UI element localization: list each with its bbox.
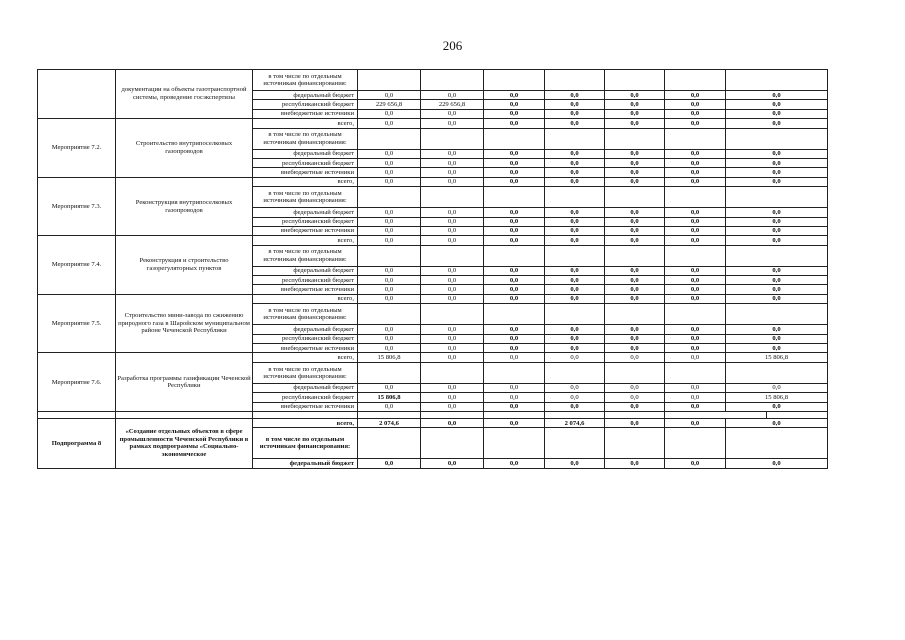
value-col-4: 0,0 xyxy=(545,402,605,411)
value-col-4: 0,0 xyxy=(545,325,605,334)
value-col-6: 0,0 xyxy=(665,236,726,245)
value-col-5: 0,0 xyxy=(605,383,665,392)
value-col-3: 0,0 xyxy=(484,418,545,427)
value-col-6: 0,0 xyxy=(665,353,726,362)
value-col-4 xyxy=(545,245,605,266)
value-col-5: 0,0 xyxy=(605,158,665,167)
measure-name: Мероприятие 7.3. xyxy=(38,177,116,236)
value-col-2: 0,0 xyxy=(421,393,484,402)
value-col-3: 0,0 xyxy=(484,158,545,167)
value-col-6: 0,0 xyxy=(665,158,726,167)
value-col-4: 0,0 xyxy=(545,208,605,217)
empty-cell xyxy=(484,411,545,418)
value-col-4: 0,0 xyxy=(545,276,605,285)
value-col-6: 0,0 xyxy=(665,393,726,402)
value-col-1: 0,0 xyxy=(358,266,421,275)
value-col-2: 0,0 xyxy=(421,294,484,303)
value-col-1: 0,0 xyxy=(358,285,421,294)
value-col-6 xyxy=(665,187,726,208)
value-col-3: 0,0 xyxy=(484,119,545,128)
value-col-3 xyxy=(484,428,545,459)
value-col-3: 0,0 xyxy=(484,402,545,411)
table-row xyxy=(38,177,828,186)
value-col-7: 15 806,8 xyxy=(726,353,828,362)
value-col-6: 0,0 xyxy=(665,226,726,235)
value-col-1: 0,0 xyxy=(358,119,421,128)
value-col-7 xyxy=(726,362,828,383)
source-label: внебюджетные источники xyxy=(253,402,358,411)
value-col-7: 0,0 xyxy=(726,402,828,411)
value-col-2: 0,0 xyxy=(421,285,484,294)
value-col-4: 0,0 xyxy=(545,91,605,100)
value-col-6: 0,0 xyxy=(665,266,726,275)
value-col-1: 15 806,8 xyxy=(358,353,421,362)
value-col-6: 0,0 xyxy=(665,91,726,100)
value-col-7 xyxy=(726,428,828,459)
empty-cell xyxy=(421,411,484,418)
value-col-1 xyxy=(358,128,421,149)
value-col-2 xyxy=(421,128,484,149)
value-col-2 xyxy=(421,362,484,383)
value-col-5 xyxy=(605,304,665,325)
value-col-1 xyxy=(358,245,421,266)
empty-cell xyxy=(767,411,828,418)
source-label: внебюджетные источники xyxy=(253,109,358,118)
value-col-4 xyxy=(545,70,605,91)
value-col-4: 0,0 xyxy=(545,383,605,392)
value-col-3: 0,0 xyxy=(484,344,545,353)
empty-cell xyxy=(253,411,358,418)
value-col-6: 0,0 xyxy=(665,177,726,186)
source-label: внебюджетные источники xyxy=(253,168,358,177)
value-col-7: 0,0 xyxy=(726,294,828,303)
empty-cell xyxy=(38,411,116,418)
source-label: всего, xyxy=(253,119,358,128)
table-row xyxy=(38,70,828,91)
value-col-3: 0,0 xyxy=(484,91,545,100)
value-col-5: 0,0 xyxy=(605,393,665,402)
value-col-1 xyxy=(358,428,421,459)
source-label: в том числе по отдельным источникам финансирования: xyxy=(253,245,358,266)
measure-description: Реконструкция и строительство газорегуляторных пунктов xyxy=(116,236,253,295)
value-col-3: 0,0 xyxy=(484,266,545,275)
value-col-4: 0,0 xyxy=(545,285,605,294)
subprogram-name: Подпрограмма 8 xyxy=(38,418,116,468)
value-col-5: 0,0 xyxy=(605,325,665,334)
value-col-7: 0,0 xyxy=(726,149,828,158)
value-col-1: 0,0 xyxy=(358,91,421,100)
value-col-3: 0,0 xyxy=(484,383,545,392)
value-col-4: 0,0 xyxy=(545,353,605,362)
value-col-7: 0,0 xyxy=(726,217,828,226)
value-col-3: 0,0 xyxy=(484,226,545,235)
value-col-1: 229 656,8 xyxy=(358,100,421,109)
value-col-3: 0,0 xyxy=(484,208,545,217)
source-label: республиканский бюджет xyxy=(253,276,358,285)
measure-name: Мероприятие 7.2. xyxy=(38,119,116,178)
value-col-3 xyxy=(484,362,545,383)
value-col-7: 0,0 xyxy=(726,236,828,245)
source-label: всего, xyxy=(253,353,358,362)
value-col-5: 0,0 xyxy=(605,285,665,294)
value-col-6: 0,0 xyxy=(665,276,726,285)
value-col-7: 0,0 xyxy=(726,418,828,427)
value-col-3 xyxy=(484,70,545,91)
value-col-2: 0,0 xyxy=(421,344,484,353)
value-col-5: 0,0 xyxy=(605,168,665,177)
value-col-7 xyxy=(726,245,828,266)
source-label: в том числе по отдельным источникам финансирования: xyxy=(253,362,358,383)
value-col-2: 229 656,8 xyxy=(421,100,484,109)
value-col-3 xyxy=(484,304,545,325)
source-label: республиканский бюджет xyxy=(253,158,358,167)
measure-description: документации на объекты газотранспортной системы, проведение госэкспертизы xyxy=(116,70,253,119)
value-col-7: 0,0 xyxy=(726,119,828,128)
value-col-1: 0,0 xyxy=(358,208,421,217)
source-label: республиканский бюджет xyxy=(253,393,358,402)
value-col-1: 0,0 xyxy=(358,217,421,226)
measure-name: Мероприятие 7.5. xyxy=(38,294,116,353)
value-col-1: 0,0 xyxy=(358,158,421,167)
value-col-2: 0,0 xyxy=(421,418,484,427)
value-col-2: 0,0 xyxy=(421,168,484,177)
value-col-5: 0,0 xyxy=(605,208,665,217)
source-label: внебюджетные источники xyxy=(253,285,358,294)
value-col-1: 2 074,6 xyxy=(358,418,421,427)
value-col-6: 0,0 xyxy=(665,217,726,226)
value-col-3: 0,0 xyxy=(484,393,545,402)
value-col-6: 0,0 xyxy=(665,208,726,217)
value-col-6 xyxy=(665,245,726,266)
value-col-6: 0,0 xyxy=(665,459,726,468)
value-col-4: 0,0 xyxy=(545,158,605,167)
value-col-7: 0,0 xyxy=(726,266,828,275)
value-col-2: 0,0 xyxy=(421,109,484,118)
source-label: федеральный бюджет xyxy=(253,91,358,100)
value-col-5: 0,0 xyxy=(605,294,665,303)
source-label: в том числе по отдельным источникам финансирования: xyxy=(253,128,358,149)
page-number: 206 xyxy=(442,38,463,53)
value-col-1: 0,0 xyxy=(358,236,421,245)
table-row xyxy=(38,418,828,427)
value-col-5: 0,0 xyxy=(605,334,665,343)
source-label: республиканский бюджет xyxy=(253,100,358,109)
value-col-1: 0,0 xyxy=(358,109,421,118)
value-col-5: 0,0 xyxy=(605,276,665,285)
value-col-1 xyxy=(358,70,421,91)
value-col-7: 0,0 xyxy=(726,100,828,109)
value-col-7: 0,0 xyxy=(726,168,828,177)
empty-cell xyxy=(358,411,421,418)
value-col-3: 0,0 xyxy=(484,325,545,334)
value-col-2 xyxy=(421,304,484,325)
value-col-3: 0,0 xyxy=(484,236,545,245)
empty-cell xyxy=(545,411,605,418)
source-label: федеральный бюджет xyxy=(253,383,358,392)
value-col-3: 0,0 xyxy=(484,168,545,177)
value-col-7 xyxy=(726,304,828,325)
measure-description: Реконструкция внутрипоселковых газопроводов xyxy=(116,177,253,236)
value-col-4: 0,0 xyxy=(545,217,605,226)
value-col-3 xyxy=(484,128,545,149)
source-label: республиканский бюджет xyxy=(253,217,358,226)
value-col-6: 0,0 xyxy=(665,168,726,177)
value-col-6 xyxy=(665,362,726,383)
value-col-2: 0,0 xyxy=(421,217,484,226)
value-col-4: 0,0 xyxy=(545,334,605,343)
value-col-5: 0,0 xyxy=(605,459,665,468)
source-label: внебюджетные источники xyxy=(253,226,358,235)
value-col-5 xyxy=(605,245,665,266)
value-col-1: 0,0 xyxy=(358,276,421,285)
value-col-5: 0,0 xyxy=(605,91,665,100)
value-col-1: 0,0 xyxy=(358,294,421,303)
value-col-2: 0,0 xyxy=(421,208,484,217)
table-row xyxy=(38,294,828,303)
value-col-2: 0,0 xyxy=(421,158,484,167)
source-label: всего, xyxy=(253,294,358,303)
source-label: в том числе по отдельным источникам финансирования: xyxy=(253,428,358,459)
source-label: федеральный бюджет xyxy=(253,459,358,468)
measure-description: Строительство внутрипоселковых газопроводов xyxy=(116,119,253,178)
value-col-5: 0,0 xyxy=(605,418,665,427)
value-col-5: 0,0 xyxy=(605,100,665,109)
value-col-4 xyxy=(545,428,605,459)
source-label: федеральный бюджет xyxy=(253,208,358,217)
value-col-3: 0,0 xyxy=(484,285,545,294)
value-col-1: 0,0 xyxy=(358,383,421,392)
value-col-1: 15 806,8 xyxy=(358,393,421,402)
value-col-1: 0,0 xyxy=(358,149,421,158)
value-col-6: 0,0 xyxy=(665,100,726,109)
value-col-1 xyxy=(358,304,421,325)
subprogram-description: «Создание отдельных объектов в сфере промышленности Чеченской Республики в рамках подпрограммы «Социально-экономическое xyxy=(116,418,253,468)
value-col-6: 0,0 xyxy=(665,418,726,427)
value-col-5: 0,0 xyxy=(605,149,665,158)
value-col-7: 0,0 xyxy=(726,177,828,186)
value-col-4: 0,0 xyxy=(545,149,605,158)
source-label: в том числе по отдельным источникам финансирования: xyxy=(253,187,358,208)
value-col-1: 0,0 xyxy=(358,177,421,186)
value-col-3: 0,0 xyxy=(484,353,545,362)
value-col-6: 0,0 xyxy=(665,149,726,158)
value-col-2: 0,0 xyxy=(421,177,484,186)
value-col-2 xyxy=(421,70,484,91)
measure-description: Разработка программы газификации Чеченской Республики xyxy=(116,353,253,412)
value-col-5: 0,0 xyxy=(605,236,665,245)
value-col-6: 0,0 xyxy=(665,109,726,118)
value-col-4: 0,0 xyxy=(545,168,605,177)
value-col-1 xyxy=(358,362,421,383)
value-col-7: 0,0 xyxy=(726,276,828,285)
value-col-6 xyxy=(665,70,726,91)
value-col-4: 0,0 xyxy=(545,266,605,275)
value-col-7: 0,0 xyxy=(726,334,828,343)
value-col-4 xyxy=(545,304,605,325)
value-col-3: 0,0 xyxy=(484,217,545,226)
value-col-5: 0,0 xyxy=(605,226,665,235)
value-col-1: 0,0 xyxy=(358,334,421,343)
empty-cell xyxy=(116,411,253,418)
value-col-6 xyxy=(665,304,726,325)
value-col-3: 0,0 xyxy=(484,276,545,285)
value-col-7: 15 806,8 xyxy=(726,393,828,402)
table-row xyxy=(38,236,828,245)
value-col-7: 0,0 xyxy=(726,383,828,392)
source-label: республиканский бюджет xyxy=(253,334,358,343)
value-col-1: 0,0 xyxy=(358,402,421,411)
value-col-4: 0,0 xyxy=(545,236,605,245)
value-col-6: 0,0 xyxy=(665,325,726,334)
value-col-6: 0,0 xyxy=(665,383,726,392)
value-col-4: 0,0 xyxy=(545,119,605,128)
value-col-4: 0,0 xyxy=(545,393,605,402)
value-col-7: 0,0 xyxy=(726,459,828,468)
value-col-2: 0,0 xyxy=(421,236,484,245)
source-label: в том числе по отдельным источникам финансирования: xyxy=(253,304,358,325)
value-col-5: 0,0 xyxy=(605,177,665,186)
value-col-2: 0,0 xyxy=(421,266,484,275)
value-col-5: 0,0 xyxy=(605,217,665,226)
source-label: федеральный бюджет xyxy=(253,266,358,275)
value-col-5 xyxy=(605,187,665,208)
value-col-5: 0,0 xyxy=(605,109,665,118)
value-col-3: 0,0 xyxy=(484,459,545,468)
value-col-7: 0,0 xyxy=(726,91,828,100)
value-col-4: 0,0 xyxy=(545,100,605,109)
value-col-3: 0,0 xyxy=(484,149,545,158)
empty-cell xyxy=(665,411,767,418)
value-col-7 xyxy=(726,70,828,91)
value-col-3 xyxy=(484,187,545,208)
value-col-2: 0,0 xyxy=(421,353,484,362)
value-col-4 xyxy=(545,362,605,383)
source-label: всего, xyxy=(253,418,358,427)
value-col-1: 0,0 xyxy=(358,459,421,468)
measure-name xyxy=(38,70,116,119)
source-label: всего, xyxy=(253,236,358,245)
value-col-4: 0,0 xyxy=(545,177,605,186)
value-col-2 xyxy=(421,187,484,208)
source-label: федеральный бюджет xyxy=(253,149,358,158)
value-col-1: 0,0 xyxy=(358,168,421,177)
value-col-3: 0,0 xyxy=(484,100,545,109)
value-col-5: 0,0 xyxy=(605,344,665,353)
value-col-7: 0,0 xyxy=(726,285,828,294)
value-col-1: 0,0 xyxy=(358,226,421,235)
value-col-6 xyxy=(665,128,726,149)
value-col-7: 0,0 xyxy=(726,208,828,217)
value-col-3: 0,0 xyxy=(484,334,545,343)
value-col-3: 0,0 xyxy=(484,109,545,118)
value-col-4 xyxy=(545,187,605,208)
value-col-7 xyxy=(726,187,828,208)
value-col-7: 0,0 xyxy=(726,158,828,167)
value-col-6: 0,0 xyxy=(665,294,726,303)
value-col-4: 0,0 xyxy=(545,226,605,235)
value-col-2 xyxy=(421,428,484,459)
value-col-7: 0,0 xyxy=(726,226,828,235)
value-col-3: 0,0 xyxy=(484,177,545,186)
value-col-7: 0,0 xyxy=(726,325,828,334)
table-body xyxy=(38,70,828,469)
table-row xyxy=(38,119,828,128)
spacer-row xyxy=(38,411,828,418)
source-label: федеральный бюджет xyxy=(253,325,358,334)
source-label: в том числе по отдельным источникам финансирования: xyxy=(253,70,358,91)
value-col-2: 0,0 xyxy=(421,334,484,343)
value-col-7 xyxy=(726,128,828,149)
value-col-5 xyxy=(605,362,665,383)
value-col-5 xyxy=(605,428,665,459)
value-col-4 xyxy=(545,128,605,149)
value-col-2: 0,0 xyxy=(421,119,484,128)
value-col-2: 0,0 xyxy=(421,149,484,158)
value-col-2: 0,0 xyxy=(421,402,484,411)
value-col-6: 0,0 xyxy=(665,334,726,343)
value-col-4: 0,0 xyxy=(545,344,605,353)
value-col-5: 0,0 xyxy=(605,353,665,362)
source-label: внебюджетные источники xyxy=(253,344,358,353)
value-col-4: 0,0 xyxy=(545,294,605,303)
value-col-7: 0,0 xyxy=(726,344,828,353)
value-col-1: 0,0 xyxy=(358,344,421,353)
value-col-5: 0,0 xyxy=(605,119,665,128)
value-col-5 xyxy=(605,70,665,91)
value-col-1: 0,0 xyxy=(358,325,421,334)
measure-description: Строительство мини-завода по сжижению природного газа в Шаройском муниципальном районе Чеченской Республики xyxy=(116,294,253,353)
value-col-3 xyxy=(484,245,545,266)
value-col-4: 0,0 xyxy=(545,109,605,118)
value-col-3: 0,0 xyxy=(484,294,545,303)
value-col-2: 0,0 xyxy=(421,276,484,285)
source-label: всего, xyxy=(253,177,358,186)
value-col-2: 0,0 xyxy=(421,226,484,235)
value-col-2 xyxy=(421,245,484,266)
value-col-5: 0,0 xyxy=(605,402,665,411)
financing-table xyxy=(37,69,828,469)
value-col-2: 0,0 xyxy=(421,91,484,100)
value-col-6 xyxy=(665,428,726,459)
value-col-2: 0,0 xyxy=(421,459,484,468)
value-col-5 xyxy=(605,128,665,149)
value-col-5: 0,0 xyxy=(605,266,665,275)
table-row xyxy=(38,353,828,362)
value-col-6: 0,0 xyxy=(665,344,726,353)
value-col-7: 0,0 xyxy=(726,109,828,118)
measure-name: Мероприятие 7.4. xyxy=(38,236,116,295)
value-col-1 xyxy=(358,187,421,208)
measure-name: Мероприятие 7.6. xyxy=(38,353,116,412)
value-col-4: 2 074,6 xyxy=(545,418,605,427)
value-col-6: 0,0 xyxy=(665,402,726,411)
value-col-6: 0,0 xyxy=(665,119,726,128)
value-col-6: 0,0 xyxy=(665,285,726,294)
value-col-4: 0,0 xyxy=(545,459,605,468)
value-col-2: 0,0 xyxy=(421,325,484,334)
value-col-2: 0,0 xyxy=(421,383,484,392)
empty-cell xyxy=(605,411,665,418)
